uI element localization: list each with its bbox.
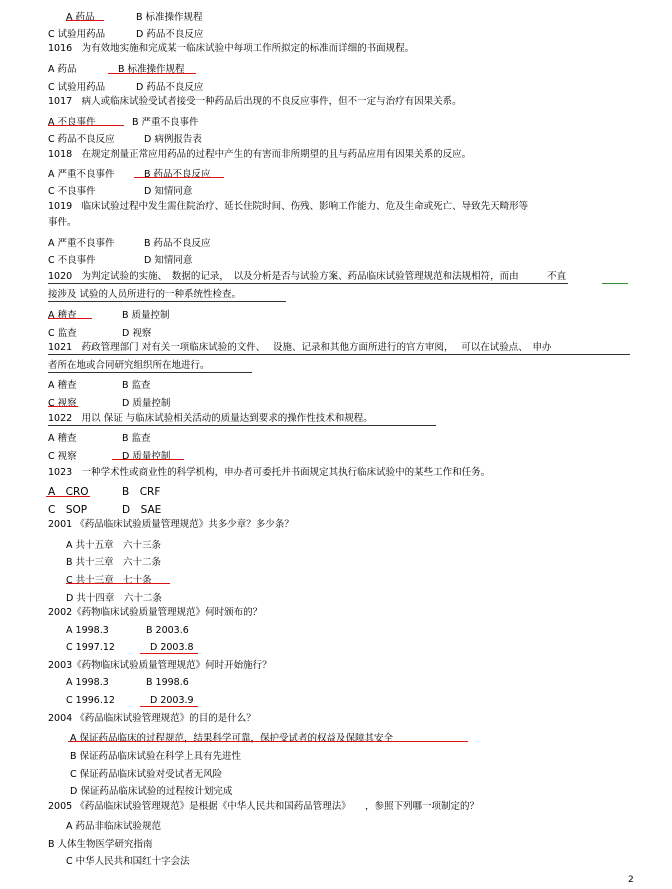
option-b: B 药品不良反应: [144, 169, 211, 180]
question-text: 1023 一种学术性或商业性的科学机构，申办者可委托并书面规定其执行临床试验中的某些工作和任务。: [48, 467, 491, 478]
answer-underline: [108, 73, 196, 74]
option-c: C 药品不良反应: [48, 134, 115, 145]
option-b: B 标准操作规程: [136, 12, 203, 23]
answer-underline: [140, 653, 198, 654]
option-a: A CRO: [48, 486, 89, 498]
answer-underline: [134, 177, 224, 178]
option-d: D 保证药品临床试验的过程按计划完成: [70, 786, 233, 797]
page-number: 2: [628, 875, 634, 885]
option-b: B 监查: [122, 380, 151, 391]
question-text: 1022 用以 保证 与临床试验相关活动的质量达到要求的操作性技术和规程。: [48, 413, 373, 424]
option-d: D 知情同意: [144, 186, 193, 197]
question-text: 1019 临床试验过程中发生需住院治疗、延长住院时间、伤残、影响工作能力、危及生命或死亡、导致先天畸形等: [48, 201, 529, 212]
option-d: D 2003.8: [150, 642, 194, 653]
answer-underline: [68, 741, 468, 742]
option-d: D 视察: [122, 328, 152, 339]
option-c: C 监查: [48, 328, 77, 339]
option-d: D 药品不良反应: [136, 82, 204, 93]
answer-underline: [112, 459, 184, 460]
option-c: C 保证药品临床试验对受试者无风险: [70, 769, 223, 780]
option-b: B 1998.6: [146, 677, 189, 688]
option-a: A 药品非临床试验规范: [66, 821, 162, 832]
option-a: A 保证药品临床的过程规范，结果科学可靠，保护受试者的权益及保障其安全: [70, 733, 394, 744]
answer-underline: [46, 496, 90, 497]
answer-underline: [140, 706, 198, 707]
option-b: B 药品不良反应: [144, 238, 211, 249]
option-c: C 共十三章 七十条: [66, 575, 152, 586]
answer-underline: [66, 20, 104, 21]
option-a: A 严重不良事件: [48, 169, 115, 180]
option-d: D 病例报告表: [144, 134, 202, 145]
answer-underline: [48, 318, 92, 319]
option-a: A 稽查: [48, 433, 77, 444]
option-d: D 2003.9: [150, 695, 194, 706]
question-text: 2002《药物临床试验质量管理规范》何时颁布的？: [48, 607, 263, 618]
option-c: C 试验用药品: [48, 29, 106, 40]
option-a: A 稽查: [48, 310, 77, 321]
question-underline: [48, 283, 568, 284]
option-c: C SOP: [48, 504, 88, 516]
question-text: 1016 为有效地实施和完成某一临床试验中每项工作所拟定的标准而详细的书面规程。: [48, 43, 415, 54]
option-c: C 试验用药品: [48, 82, 106, 93]
option-b: B 监查: [122, 433, 151, 444]
answer-underline: [48, 406, 78, 407]
option-c: C 不良事件: [48, 186, 96, 197]
question-text-continued: 事件。: [48, 217, 77, 228]
option-c: C 视察: [48, 451, 77, 462]
option-c: C 1996.12: [66, 695, 115, 706]
option-a: A 1998.3: [66, 677, 109, 688]
question-text: 2004 《药品临床试验管理规范》的目的是什么？: [48, 713, 256, 724]
question-text: 1020 为判定试验的实施、 数据的记录， 以及分析是否与试验方案、药品临床试验管理规范和法规相符，而由 不直: [48, 271, 567, 282]
answer-underline: [66, 583, 170, 584]
option-b: B CRF: [122, 486, 161, 498]
option-a: A 药品: [66, 12, 95, 23]
option-d: D 质量控制: [122, 398, 171, 409]
option-b: B 共十三章 六十二条: [66, 557, 162, 568]
question-underline: [48, 354, 630, 355]
option-c: C 不良事件: [48, 255, 96, 266]
option-a: A 稽查: [48, 380, 77, 391]
question-text: 1021 药政管理部门 对有关一项临床试验的文件、 设施、记录和其他方面所进行的官方审阅， 可以在试验点、 申办: [48, 342, 552, 353]
option-c: C 中华人民共和国红十字会法: [66, 856, 190, 867]
option-b: B 质量控制: [122, 310, 170, 321]
question-underline: [48, 301, 286, 302]
option-c: C 1997.12: [66, 642, 115, 653]
option-a: A 药品: [48, 64, 77, 75]
question-text: 2001 《药品临床试验质量管理规范》共多少章？多少条？: [48, 519, 294, 530]
option-a: A 共十五章 六十三条: [66, 540, 162, 551]
question-text: 1017 病人或临床试验受试者接受一种药品后出现的不良反应事件，但不一定与治疗有因果关系。: [48, 96, 462, 107]
option-a: A 1998.3: [66, 625, 109, 636]
option-b: B 严重不良事件: [132, 117, 199, 128]
question-text-continued: 者所在地或合同研究组织所在地进行。: [48, 360, 210, 371]
option-d: D SAE: [122, 504, 162, 516]
option-a: A 不良事件: [48, 117, 96, 128]
question-text: 2003《药物临床试验质量管理规范》何时开始施行？: [48, 660, 272, 671]
option-b: B 保证药品临床试验在科学上具有先进性: [70, 751, 242, 762]
answer-underline: [48, 125, 124, 126]
option-b: B 标准操作规程: [118, 64, 185, 75]
question-text: 1018 在规定剂量正常应用药品的过程中产生的有害而非所期望的且与药品应用有因果关系的反应。: [48, 149, 472, 160]
option-b: B 2003.6: [146, 625, 189, 636]
question-text-continued: 接涉及 试验的人员所进行的一种系统性检查。: [48, 289, 242, 300]
option-b: B 人体生物医学研究指南: [48, 839, 153, 850]
option-d: D 知情同意: [144, 255, 193, 266]
question-underline-green: [602, 283, 628, 284]
option-a: A 严重不良事件: [48, 238, 115, 249]
question-text: 2005 《药品临床试验管理规范》是根据《中华人民共和国药品管理法》 ，参照下列哪一项制定的？: [48, 801, 479, 812]
question-underline: [48, 372, 252, 373]
option-c: C 视察: [48, 398, 77, 409]
option-d: D 质量控制: [122, 451, 171, 462]
question-underline: [48, 425, 436, 426]
option-d: D 药品不良反应: [136, 29, 204, 40]
option-d: D 共十四章 六十二条: [66, 593, 162, 604]
